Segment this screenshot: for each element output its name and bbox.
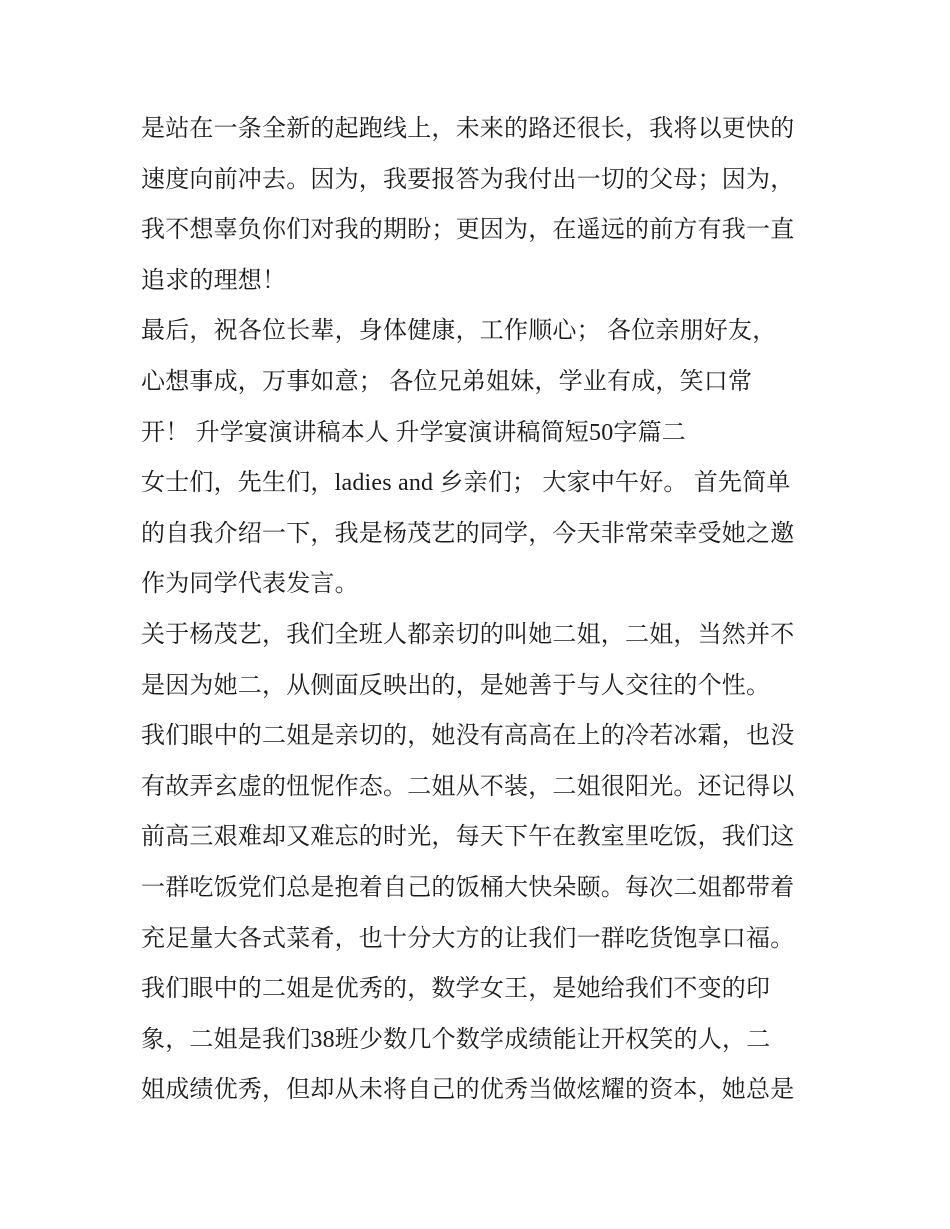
text-line: 开！ 升学宴演讲稿本人 升学宴演讲稿简短50字篇二 xyxy=(141,419,686,446)
text-line: 姐成绩优秀，但却从未将自己的优秀当做炫耀的资本，她总是 xyxy=(141,1077,795,1104)
text-line: 充足量大各式菜肴，也十分大方的让我们一群吃货饱享口福。 xyxy=(141,925,795,952)
text-line: 我们眼中的二姐是亲切的，她没有高高在上的冷若冰霜，也没 xyxy=(141,723,795,750)
text-line: 心想事成，万事如意； 各位兄弟姐妹，学业有成，笑口常 xyxy=(141,368,753,395)
text-line: 追求的理想！ xyxy=(141,267,287,294)
text-line: 最后，祝各位长辈，身体健康，工作顺心； 各位亲朋好友， xyxy=(141,318,777,345)
document-body xyxy=(141,104,821,1116)
text-line: 是因为她二，从侧面反映出的，是她善于与人交往的个性。 xyxy=(141,672,771,699)
text-line: 有故弄玄虚的忸怩作态。二姐从不装，二姐很阳光。还记得以 xyxy=(141,773,795,800)
text-line: 我们眼中的二姐是优秀的，数学女王，是她给我们不变的印 xyxy=(141,976,771,1003)
text-line: 象，二姐是我们38班少数几个数学成绩能让开权笑的人，二 xyxy=(141,1026,771,1053)
text-line: 一群吃饭党们总是抱着自己的饭桶大快朵颐。每次二姐都带着 xyxy=(141,874,795,901)
text-line: 是站在一条全新的起跑线上，未来的路还很长，我将以更快的 xyxy=(141,116,795,142)
text-line: 前高三艰难却又难忘的时光，每天下午在教室里吃饭，我们这 xyxy=(141,824,795,851)
text-line: 关于杨茂艺，我们全班人都亲切的叫她二姐，二姐，当然并不 xyxy=(141,621,795,648)
text-line: 的自我介绍一下，我是杨茂艺的同学，今天非常荣幸受她之邀 xyxy=(141,520,795,547)
text-line: 女士们，先生们，ladies and 乡亲们； 大家中午好。 首先简单 xyxy=(141,470,791,497)
text-line: 作为同学代表发言。 xyxy=(141,571,359,598)
text-line: 我不想辜负你们对我的期盼；更因为，在遥远的前方有我一直 xyxy=(141,217,795,244)
text-line: 速度向前冲去。因为，我要报答为我付出一切的父母；因为， xyxy=(141,166,795,193)
